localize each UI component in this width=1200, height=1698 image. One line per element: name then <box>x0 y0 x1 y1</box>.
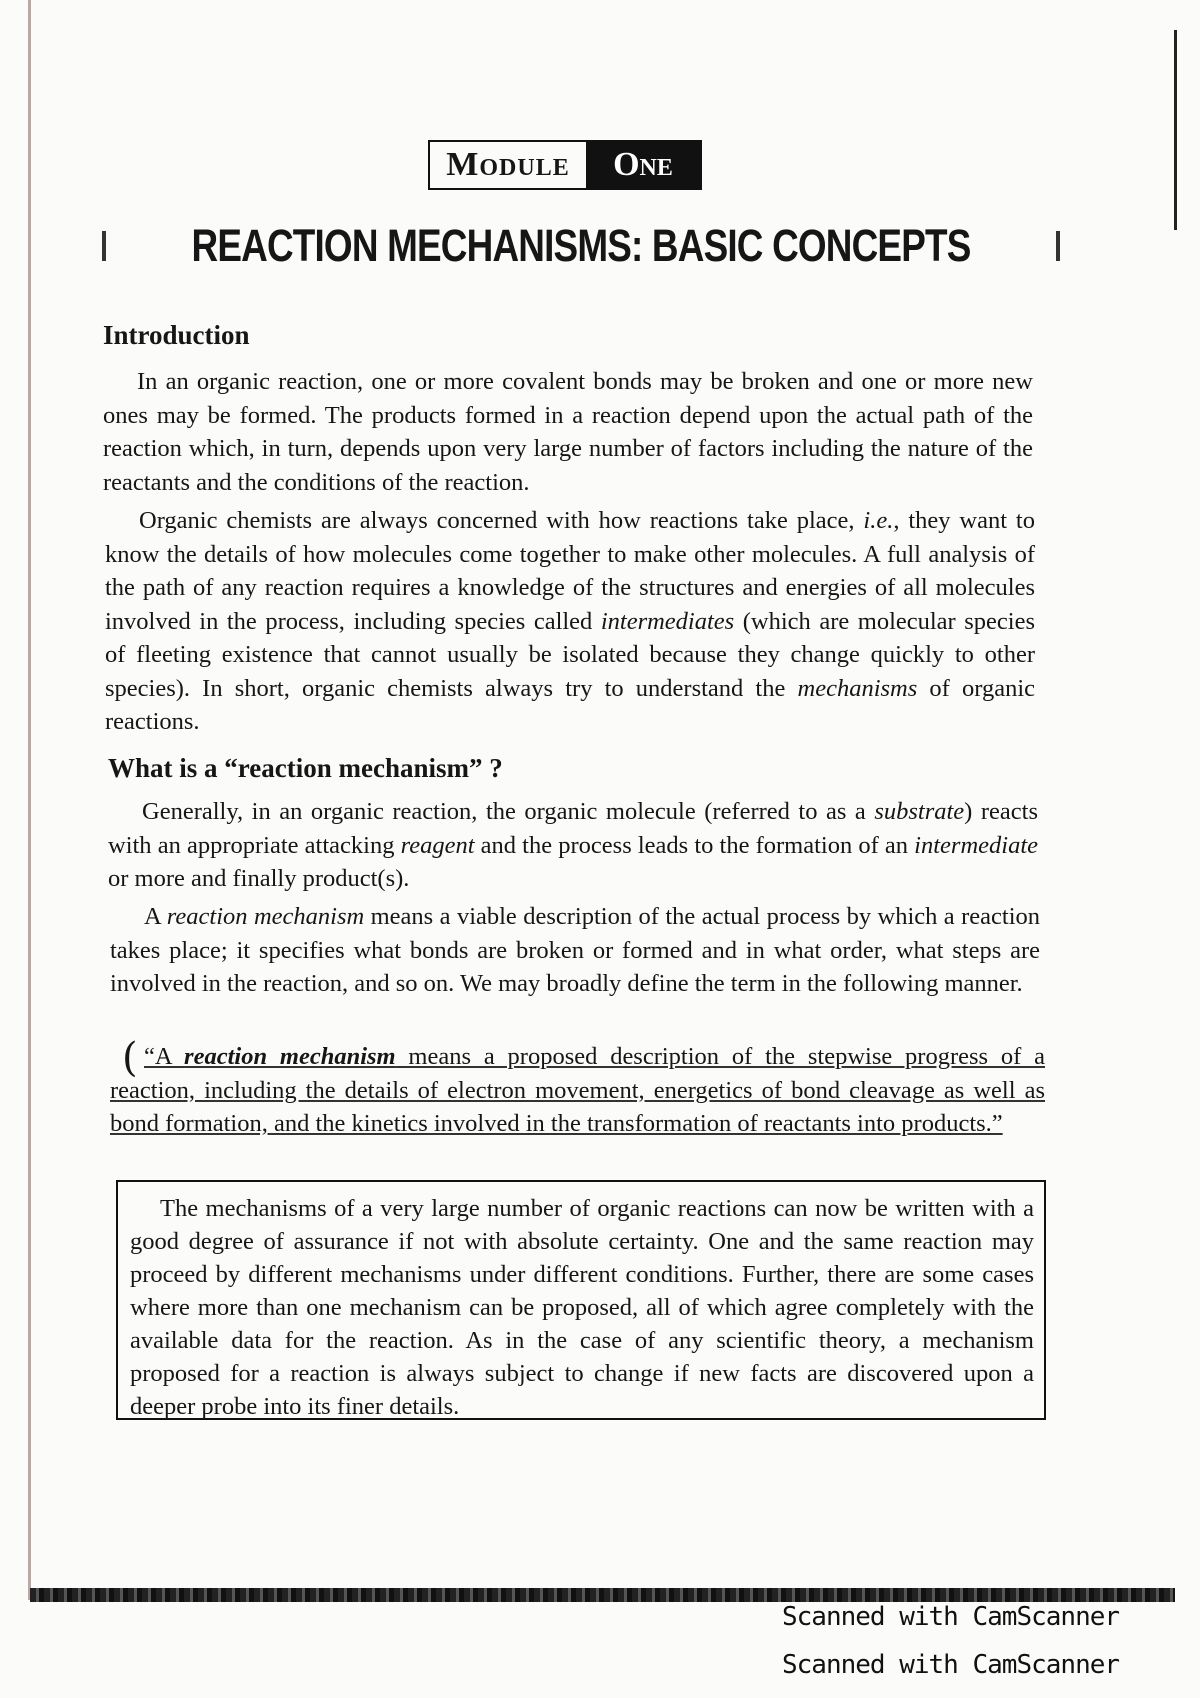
term-reaction-mechanism-bold: reaction mechanism <box>184 1043 396 1070</box>
module-label <box>428 140 702 190</box>
module-word: Module <box>446 146 570 183</box>
section-paragraph-1 <box>108 795 1038 896</box>
section-heading: What is a “reaction mechanism” ? <box>108 753 503 783</box>
scan-edge-left <box>28 0 31 1600</box>
section-paragraph-2 <box>110 900 1040 1001</box>
title-ornament-left <box>102 231 106 261</box>
intro-paragraph-1: In an organic reaction, one or more covalent bonds may be broken and one or more new ones may be formed. The products formed in a reaction depend upon the actual path of the reaction which, in turn, depends upon very large number of factors including the nature of the reactants and the conditions of the reaction. <box>103 368 1033 496</box>
title-ornament-right <box>1056 231 1060 261</box>
text-run: or more and finally product(s). <box>108 865 410 892</box>
text-run: means a viable description of the actual process by which a reaction takes place; it specifies what bonds are broken or formed and in what order, what steps are involved in the reaction, and so on. We may broadly define the term in the following manner. <box>110 903 1041 997</box>
text-run: of organic reactions. <box>105 674 1036 735</box>
text-run: (which are molecular species of fleeting existence that cannot usually be isolated because they change quickly to other species). In short, organic chemists always try to understand the <box>105 607 1035 702</box>
scan-edge-right <box>1174 30 1177 230</box>
chapter-title-row <box>102 218 1032 274</box>
boxed-note <box>116 1180 1046 1420</box>
text-run: A <box>144 903 167 930</box>
text-run: Generally, in an organic reaction, the organic molecule (referred to as a <box>142 798 875 825</box>
chapter-title: REACTION MECHANISMS: BASIC CONCEPTS <box>191 220 971 271</box>
watermark-1: Scanned with CamScanner <box>782 1602 1120 1632</box>
bottom-rule <box>30 1588 1175 1602</box>
handwritten-bracket: ( <box>122 1035 138 1081</box>
term-intermediate: intermediate <box>914 831 1038 859</box>
term-reagent: reagent <box>400 831 475 859</box>
term-reaction-mechanism: reaction mechanism <box>166 903 365 930</box>
term-intermediates: intermediates <box>600 607 735 635</box>
text-italic: i.e. <box>863 507 894 534</box>
intro-paragraph-2 <box>105 504 1035 739</box>
text-run: ) reacts with an appropriate attacking <box>108 798 1038 859</box>
text-run: Organic chemists are always concerned with how reactions take place, <box>139 507 864 534</box>
text-run: and the process leads to the formation of an <box>474 831 915 859</box>
term-substrate: substrate <box>874 798 965 825</box>
text-run: “A <box>144 1043 185 1070</box>
module-number: One <box>586 142 700 188</box>
text-run: means a proposed description of the stepwise progress of a reaction, including the details of electron movement, energetics of bond cleavage as well as bond formation, and the kinetics involved in the transformation of reactants into products.” <box>110 1043 1046 1137</box>
definition-quote <box>110 1040 1045 1141</box>
text-run: , they want to know the details of how molecules come together to make other molecules. A full analysis of the path of any reaction requires a knowledge of the structures and energies of all molecules involved in the process, including species called <box>105 507 1035 635</box>
term-mechanisms: mechanisms <box>797 674 918 702</box>
watermark-2: Scanned with CamScanner <box>782 1650 1120 1680</box>
boxed-note-text: The mechanisms of a very large number of organic reactions can now be written with a good degree of assurance if not with absolute certainty. One and the same reaction may proceed by different mechanisms under different conditions. Further, there are some cases where more than one mechanism can be proposed, all of which agree completely with the available data for the reaction. As in the case of any scientific theory, a mechanism proposed for a reaction is always subject to change if new facts are discovered upon a deeper probe into its finer details. <box>130 1195 1034 1420</box>
intro-heading: Introduction <box>103 320 250 350</box>
